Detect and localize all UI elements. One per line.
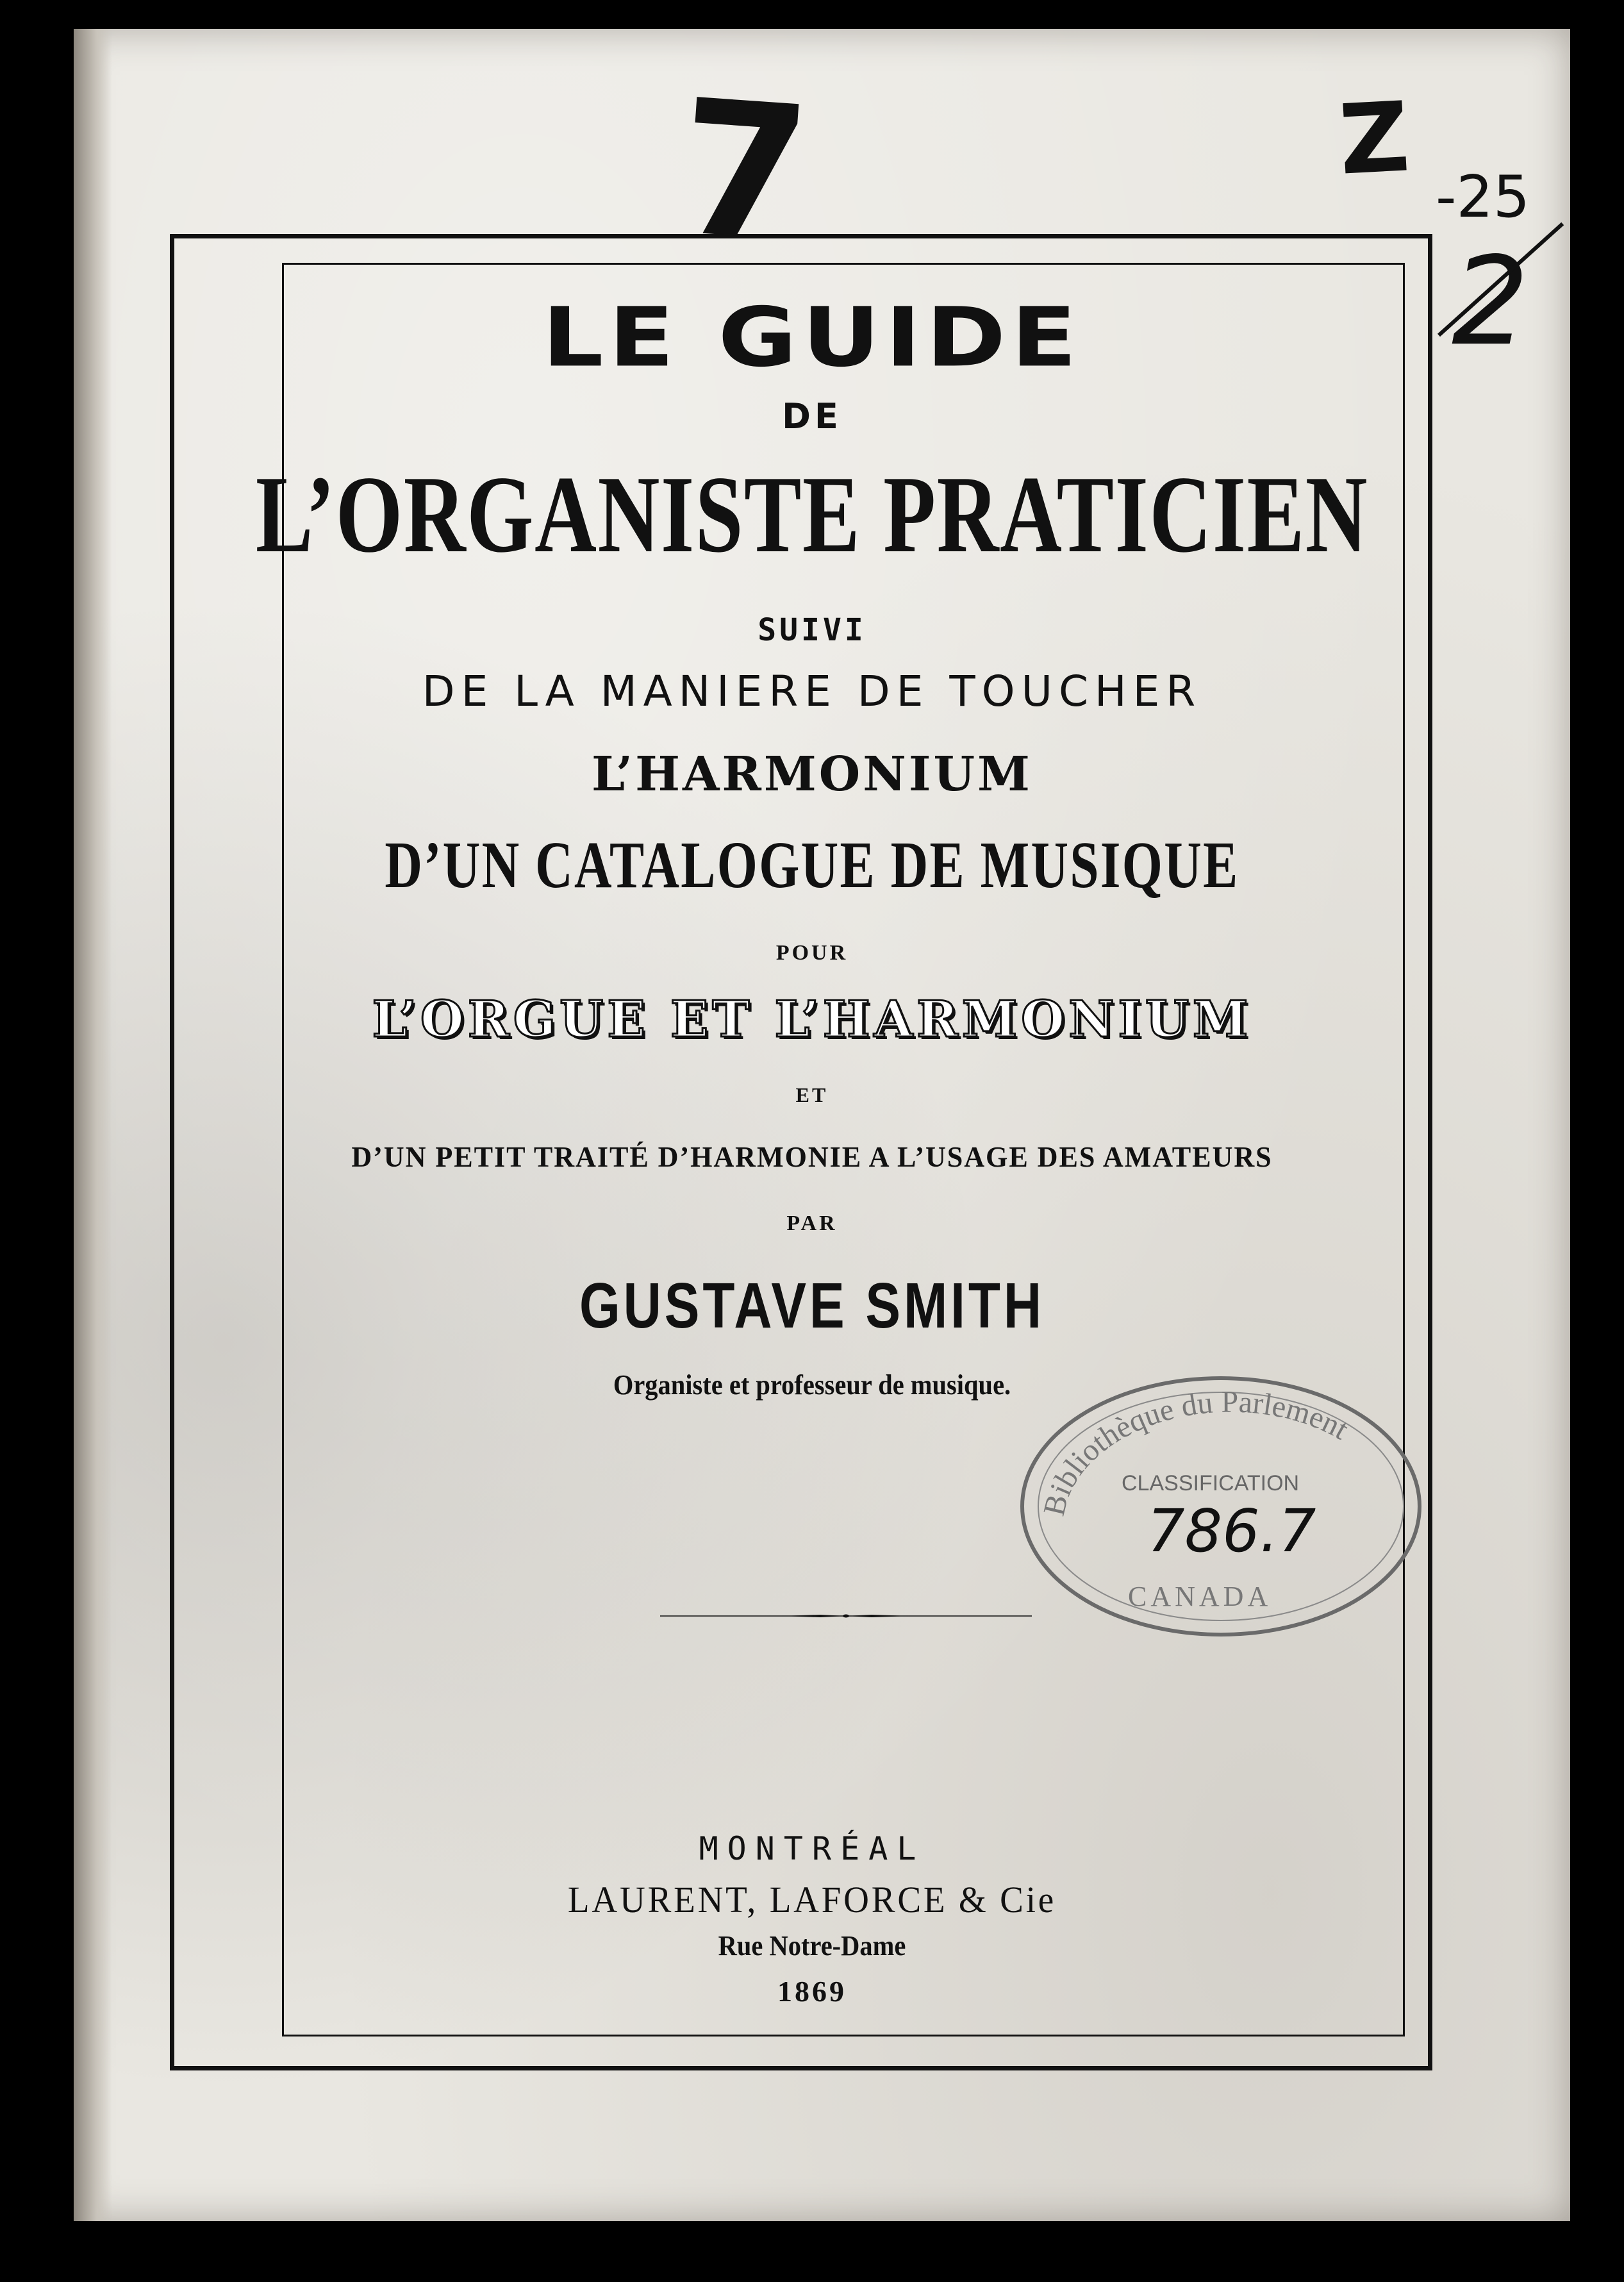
book-title: LE GUIDE: [542, 290, 1082, 385]
title-connector: POUR: [775, 941, 849, 965]
subtitle-line: D’UN CATALOGUE DE MUSIQUE: [385, 828, 1239, 902]
handwritten-mark: -25: [1436, 163, 1530, 231]
handwritten-mark: 7: [672, 60, 816, 285]
title-connector: ET: [795, 1083, 829, 1106]
imprint-year: 1869: [777, 1975, 847, 2008]
subtitle-line: L’ORGUE ET L’HARMONIUM: [372, 990, 1252, 1049]
subtitle-line: L’HARMONIUM: [592, 747, 1032, 802]
subtitle-line: DE LA MANIERE DE TOUCHER: [422, 667, 1202, 716]
author-name: GUSTAVE SMITH: [579, 1270, 1045, 1342]
book-title-main: L’ORGANISTE PRATICIEN: [255, 454, 1369, 576]
stamp-country: CANADA: [1128, 1581, 1272, 1612]
author-title: Organiste et professeur de musique.: [613, 1369, 1011, 1401]
handwritten-mark: Z: [1336, 81, 1413, 197]
imprint-street: Rue Notre-Dame: [718, 1930, 906, 1961]
imprint-city: MONTRÉAL: [699, 1830, 925, 1867]
imprint-publisher: LAURENT, LAFORCE & Cie: [567, 1879, 1057, 1920]
title-connector: DE: [782, 396, 842, 437]
title-connector: PAR: [786, 1212, 838, 1235]
subtitle-line: D’UN PETIT TRAITÉ D’HARMONIE A L’USAGE DES AMATEURS: [351, 1140, 1273, 1173]
stamp-label: CLASSIFICATION: [1122, 1471, 1300, 1495]
ornamental-divider: [660, 1614, 1032, 1618]
stamp-arc-text: Bibliothèque du Parlement: [1036, 1385, 1355, 1519]
library-stamp: [1013, 1369, 1429, 1644]
stamp-number: 786.7: [1147, 1497, 1316, 1565]
handwritten-mark: 2: [1452, 231, 1529, 372]
title-connector: SUIVI: [758, 612, 866, 648]
